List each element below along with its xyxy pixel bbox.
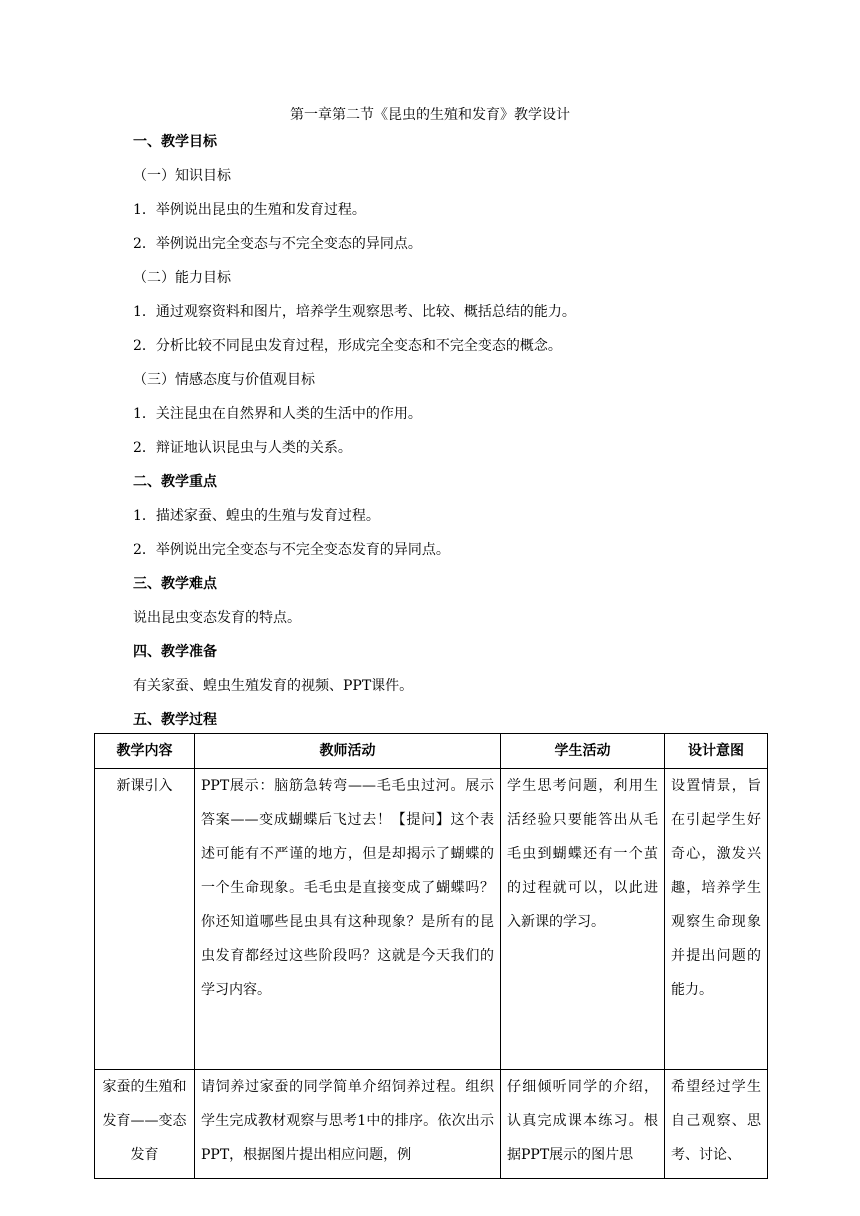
cell-content: 家蚕的生殖和发育——变态发育 — [95, 1070, 195, 1179]
emotion-goal-2: 2．辩证地认识昆虫与人类的关系。 — [133, 440, 352, 456]
cell-design-intent: 希望经过学生自己观察、思考、讨论、 — [665, 1070, 768, 1179]
knowledge-goal-2: 2．举例说出完全变态与不完全变态的异同点。 — [133, 236, 422, 252]
emotion-goal-1: 1．关注昆虫在自然界和人类的生活中的作用。 — [133, 406, 422, 422]
cell-teacher-activity: PPT展示：脑筋急转弯——毛毛虫过河。展示答案——变成蝴蝶后飞过去！【提问】这个表述可能有不严谨的地方，但是却揭示了蝴蝶的一个生命现象。毛毛虫是直接变成了蝴蝶吗？你还知道哪些昆虫具有这种现象？是所有的昆虫发育都经过这些阶段吗？这就是今天我们的学习内容。 — [195, 769, 501, 1070]
ability-goal-2: 2．分析比较不同昆虫发育过程，形成完全变态和不完全变态的概念。 — [133, 338, 562, 354]
key-point-1: 1．描述家蚕、蝗虫的生殖与发育过程。 — [133, 508, 380, 524]
ability-goal-1: 1．通过观察资料和图片，培养学生观察思考、比较、概括总结的能力。 — [133, 304, 576, 320]
table-row — [95, 1070, 768, 1179]
document-title: 第一章第二节《昆虫的生殖和发育》教学设计 — [290, 107, 570, 123]
cell-teacher-activity: 请饲养过家蚕的同学简单介绍饲养过程。组织学生完成教材观察与思考1中的排序。依次出示PPT，根据图片提出相应问题，例 — [195, 1070, 501, 1179]
heading-key-points: 二、教学重点 — [133, 474, 217, 490]
cell-student-activity: 学生思考问题，利用生活经验只要能答出从毛毛虫到蝴蝶还有一个茧的过程就可以，以此进入新课的学习。 — [501, 769, 665, 1070]
cell-content: 新课引入 — [95, 769, 195, 1070]
header-content: 教学内容 — [95, 734, 195, 769]
table-header-row — [95, 734, 768, 769]
subheading-ability-goals: （二）能力目标 — [133, 270, 231, 286]
key-point-2: 2．举例说出完全变态与不完全变态发育的异同点。 — [133, 542, 450, 558]
subheading-emotion-goals: （三）情感态度与价值观目标 — [133, 372, 315, 388]
heading-teaching-goals: 一、教学目标 — [133, 134, 217, 150]
cell-student-activity: 仔细倾听同学的介绍，认真完成课本练习。根据PPT展示的图片思 — [501, 1070, 665, 1179]
header-student-activity: 学生活动 — [501, 734, 665, 769]
header-design-intent: 设计意图 — [665, 734, 768, 769]
difficulty-1: 说出昆虫变态发育的特点。 — [133, 610, 301, 626]
header-teacher-activity: 教师活动 — [195, 734, 501, 769]
preparation-1: 有关家蚕、蝗虫生殖发育的视频、PPT课件。 — [133, 678, 414, 694]
knowledge-goal-1: 1．举例说出昆虫的生殖和发育过程。 — [133, 202, 366, 218]
cell-design-intent: 设置情景，旨在引起学生好奇心，激发兴趣，培养学生观察生命现象并提出问题的能力。 — [665, 769, 768, 1070]
table-row — [95, 769, 768, 1070]
heading-difficulties: 三、教学难点 — [133, 576, 217, 592]
heading-preparation: 四、教学准备 — [133, 644, 217, 660]
teaching-process-table — [94, 733, 768, 1179]
heading-teaching-process: 五、教学过程 — [133, 712, 217, 728]
subheading-knowledge-goals: （一）知识目标 — [133, 168, 231, 184]
